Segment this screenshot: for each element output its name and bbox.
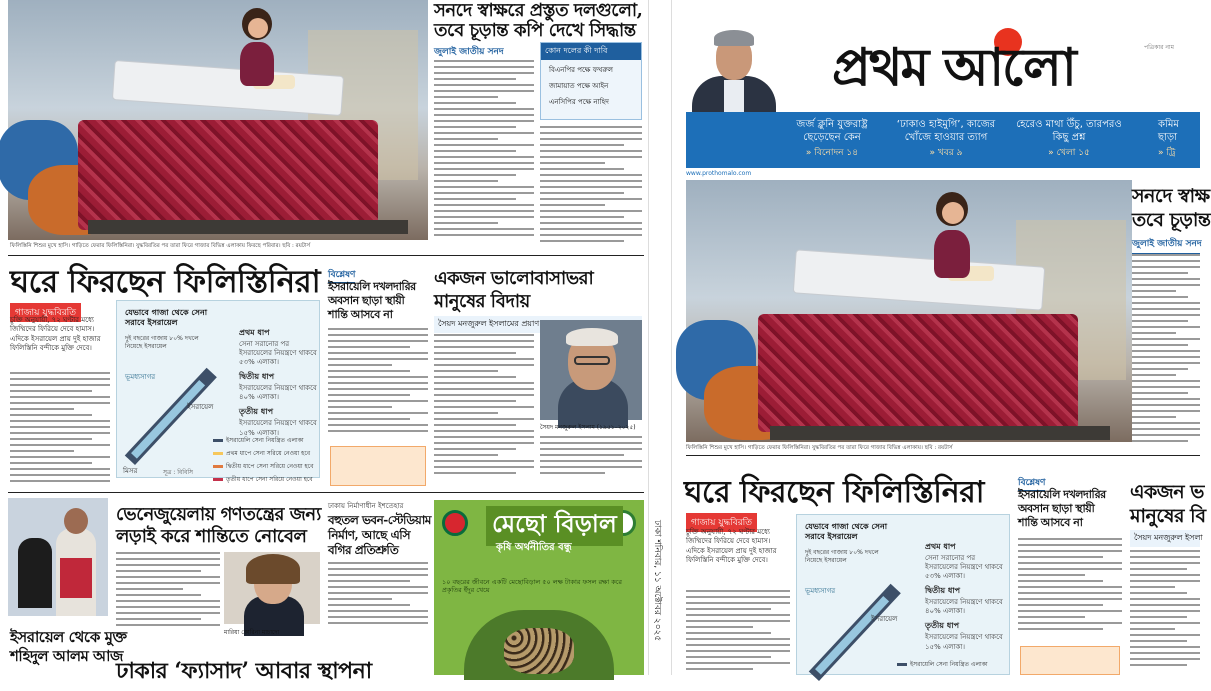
legend-item: তৃতীয় ধাপে সেনা সরিয়ে নেওয়া হবে — [226, 476, 313, 483]
main-intro-text: চুক্তি অনুযায়ী, ৭২ ঘণ্টার মধ্যে জিম্মিদের ফিরিয়ে দেবে হামাস। এদিকে ইসরায়েল প্রায় দুই হাজার ফিলিস্তিনি বন্দীকে মুক্তি দেবে। — [10, 316, 101, 353]
legend-item: ইসরায়েলি সেনা নিয়ন্ত্রিত এলাকা — [910, 661, 988, 668]
ad-subtitle: কৃষি অর্থনীতির বন্ধু — [496, 542, 572, 553]
gaza-ceasefire-tag-right: গাজায় যুদ্ধবিরতি — [686, 513, 757, 532]
map-title-1-right: যেভাবে গাজা থেকে সেনা — [805, 522, 888, 531]
phase1-text: সেনা সরানোর পর ইসরায়েলের নিয়ন্ত্রণে থাকবে ৫৩% এলাকা। — [239, 340, 317, 367]
legend-item: ইসরায়েলি সেনা নিয়ন্ত্রিত এলাকা — [226, 437, 304, 444]
gaza-ceasefire-tag: গাজায় যুদ্ধবিরতি — [10, 303, 81, 322]
phase3-text-right: ইসরায়েলের নিয়ন্ত্রণে থাকবে ১৫% এলাকা। — [925, 633, 1003, 651]
phase3-title: তৃতীয় ধাপ — [239, 407, 274, 417]
ad-title: মেছো বিড়াল — [486, 506, 623, 546]
map-title-1: যেভাবে গাজা থেকে সেনা — [125, 308, 208, 317]
photo-caption-large: ফিলিস্তিনি শিশুর মুখে হাসি। গাড়িতে ফেরার ফিলিস্তিনিরা। যুদ্ধবিরতির পর তারা ফিরে গাজার বিভিন্ন এলাকায়। ছবি : রয়টার্স — [686, 445, 953, 451]
gaza-strip-shape-right — [809, 584, 901, 681]
phase2-text-right: ইসরায়েলের নিয়ন্ত্রণে থাকবে ৪০% এলাকা। — [925, 598, 1003, 616]
obit-body-right — [1130, 550, 1200, 675]
party-demand-item: এনসিপির পক্ষে নাহিদ — [549, 98, 609, 106]
map-title-2: সরাবে ইসরায়েল — [125, 318, 178, 327]
teaser-page: » খবর ৯ — [929, 148, 963, 158]
ad-body: ১০ বছরের জীবনে একটি মেছোবিড়াল ৫০ লক্ষ টাকার ফসল রক্ষা করে প্রকৃতির ইঁদুর খেয়ে — [442, 578, 622, 595]
analysis-body — [328, 328, 428, 438]
shahidul-alam-photo — [8, 498, 108, 616]
obit-headline-2: মানুষের বিদায় — [434, 291, 530, 312]
top-story-headline-1-right: সনদে স্বাক্ষ — [1132, 185, 1210, 207]
obit-byline: সৈয়দ মনজুরুল ইসলামের প্রয়াণ — [434, 316, 642, 333]
side-story-headline-3: বগির প্রতিশ্রুতি — [328, 543, 399, 557]
machado-photo — [224, 552, 320, 624]
phase2-text: ইসরায়েলের নিয়ন্ত্রণে থাকবে ৪০% এলাকা। — [239, 384, 317, 402]
side-story-headline-1: বহুতল ভবন-স্টেডিয়াম — [328, 513, 431, 527]
top-story-subhead: জুলাই জাতীয় সনদ — [434, 44, 534, 62]
phase3-title-right: তৃতীয় ধাপ — [925, 621, 960, 631]
top-story-subhead-right: জুলাই জাতীয় সনদ — [1132, 236, 1200, 254]
venezuela-body — [116, 552, 220, 632]
phase2-title: দ্বিতীয় ধাপ — [239, 372, 275, 382]
legend-item: দ্বিতীয় ধাপে সেনা সরিয়ে নেওয়া হবে — [226, 463, 314, 470]
spine-date: ঢাকা শনিবার, ১১ অক্টোবর ২০২৫ — [652, 520, 662, 642]
israel-label: ইসরায়েল — [187, 403, 214, 411]
side-story-headline-2: নির্মাণ, আছে এসি — [328, 528, 411, 542]
machado-caption: মারিয়া কোরিনা মাচাদো — [224, 629, 280, 636]
legend-item: প্রথম ধাপে সেনা সরিয়ে নেওয়া হবে — [226, 450, 311, 457]
top-story-body-right — [1132, 254, 1200, 454]
teaser-clooney[interactable] — [780, 118, 884, 160]
obit-body-col2 — [540, 436, 642, 486]
main-story-body — [10, 372, 110, 492]
analysis-headline-3-right: শান্তি আসবে না — [1018, 516, 1083, 529]
teaser-page: » খেলা ১৫ — [1048, 148, 1090, 158]
analysis-headline-1-right: ইসরায়েলি দখলদারির — [1018, 488, 1106, 501]
fishing-cat-illustration — [464, 610, 614, 680]
side-story-body — [328, 562, 428, 632]
analysis-headline-2: অবসান ছাড়া স্থায়ী — [328, 294, 405, 307]
teaser-page: » বিনোদন ১৪ — [805, 148, 859, 158]
teaser-dhaka[interactable] — [884, 118, 1008, 160]
gaza-cart-photo-large — [686, 180, 1132, 442]
top-story-body-col1 — [434, 60, 534, 250]
israel-label-right: ইসরায়েল — [871, 615, 898, 623]
obit-headline-2-right: মানুষের বি — [1130, 505, 1206, 527]
photo-caption: ফিলিস্তিনি শিশুর মুখে হাসি। গাড়িতে ফেরার ফিলিস্তিনিরা। যুদ্ধবিরতির পর তারা ফিরে গাজার বিভিন্ন এলাকায় ফিরছে পরিবার। ছবি : রয়টার্স — [10, 243, 311, 249]
top-story-headline-1: সনদে স্বাক্ষরে প্রস্তুত দলগুলো, — [434, 0, 643, 21]
main-headline: ঘরে ফিরছেন ফিলিস্তিনিরা — [10, 264, 321, 300]
obit-byline-right: সৈয়দ মনজুরুল ইসলা — [1130, 530, 1200, 547]
page-spine — [648, 0, 672, 675]
phase1-title-right: প্রথম ধাপ — [925, 542, 956, 551]
sea-label: ভূমধ্যসাগর — [125, 373, 156, 381]
analysis-label-right: বিশ্লেষণ — [1018, 478, 1045, 491]
gaza-withdrawal-map — [116, 300, 320, 483]
top-story-body-col2 — [540, 126, 642, 250]
map-note: দুই বছরের গাজায় ৮০% দখলে নিয়েছে ইসরায়েল — [125, 335, 199, 350]
party-demands-box — [540, 42, 642, 120]
obit-body-col1 — [434, 334, 534, 484]
fishing-cat-ad[interactable] — [434, 500, 644, 675]
teaser-text: জর্জ ক্লুনি যুক্তরাষ্ট্র ছেড়েছেন কেন — [796, 119, 868, 143]
analysis-label: বিশ্লেষণ — [328, 270, 355, 283]
teaser-next[interactable] — [1158, 118, 1200, 160]
map-title-2-right: সরাবে ইসরায়েল — [805, 532, 858, 541]
israel-story-headline-2: শহিদুল আলম আজ — [10, 647, 123, 665]
map-source: সূত্র : বিবিসি — [163, 469, 193, 476]
website-url[interactable]: www.prothomalo.com — [686, 170, 752, 177]
map-note-right: দুই বছরের গাজায় ৮০% দখলে নিয়েছে ইসরায়েল — [805, 549, 879, 564]
venezuela-headline-2: লড়াই করে শান্তিতে নোবেল — [116, 526, 307, 547]
obit-headline-1-right: একজন ভ — [1130, 481, 1204, 503]
sea-label-right: ভূমধ্যসাগর — [805, 587, 836, 595]
teaser-text: কমিম ছাড়া — [1158, 119, 1179, 143]
phase1-text-right: সেনা সরানোর পর ইসরায়েলের নিয়ন্ত্রণে থাকবে ৫৩% এলাকা। — [925, 554, 1003, 581]
map-legend-right — [897, 659, 1007, 672]
teaser-text: হেরেও মাথা উঁচু, তারপরও কিছু প্রশ্ন — [1016, 119, 1122, 143]
phase1-title: প্রথম ধাপ — [239, 328, 270, 337]
right-newspaper-page — [672, 0, 1211, 675]
bottom-headline: ঢাকার ‘ফ্যাসাদ’ আবার স্থাপনা — [116, 658, 372, 684]
analysis-headline-3: শান্তি আসবে না — [328, 308, 393, 321]
teaser-text: ‘ঢাকাও হাইমুগি’, কাজের খোঁজে হাওয়ার ত্যাগ — [896, 119, 996, 143]
obit-photo-caption: সৈয়দ মনজুরুল ইসলাম (১৯৫১–২০২৫) — [540, 424, 636, 431]
obit-portrait-photo — [540, 320, 642, 420]
top-story-headline-2: তবে চূড়ান্ত কপি দেখে সিদ্ধান্ত — [434, 20, 636, 41]
teaser-sports[interactable] — [1014, 118, 1124, 160]
main-intro-text-right: চুক্তি অনুযায়ী, ৭২ ঘণ্টার মধ্যে জিম্মিদের ফিরিয়ে দেবে হামাস। এদিকে ইসরায়েল প্রায় দুই হাজার ফিলিস্তিনি বন্দীকে মুক্তি দেবে। — [686, 528, 777, 565]
party-demand-item: জামায়াত পক্ষে আইন — [549, 82, 609, 90]
obit-headline-1: একজন ভালোবাসাভরা — [434, 268, 594, 289]
analysis-headline-2-right: অবসান ছাড়া স্থায়ী — [1018, 502, 1095, 515]
main-story-body-right — [686, 590, 790, 675]
party-demands-title: কোন দলের কী দাবি — [541, 43, 641, 60]
party-demand-item: বিএনপির পক্ষে ফখরুল — [549, 66, 613, 74]
phase3-text: ইসরায়েলের নিয়ন্ত্রণে থাকবে ১৫% এলাকা। — [239, 419, 317, 437]
masthead-note: পত্রিকার নাম — [1144, 44, 1174, 51]
top-story-headline-2-right: তবে চূড়ান্ত — [1132, 209, 1211, 231]
analysis-headline-1: ইসরায়েলি দখলদারির — [328, 280, 416, 293]
teaser-page: » ট্রি — [1158, 148, 1176, 158]
venezuela-headline-1: ভেনেজুয়েলায় গণতন্ত্রের জন্য — [116, 504, 321, 525]
egypt-label: মিসর — [123, 467, 138, 475]
israel-story-headline-1: ইসরায়েল থেকে মুক্ত — [10, 628, 127, 646]
masthead-logo: প্রথম আলো — [832, 37, 1075, 98]
phase2-title-right: দ্বিতীয় ধাপ — [925, 586, 961, 596]
map-legend — [213, 435, 317, 487]
govt-seal-icon — [442, 510, 468, 536]
gaza-cart-photo — [8, 0, 428, 240]
side-story-kicker: ঢাকায় নির্মাণাধীন ইশতেহার — [328, 502, 404, 510]
main-headline-right: ঘরে ফিরছেন ফিলিস্তিনিরা — [684, 475, 984, 510]
gaza-withdrawal-map-right — [796, 514, 1010, 675]
analysis-body-right — [1018, 538, 1122, 638]
